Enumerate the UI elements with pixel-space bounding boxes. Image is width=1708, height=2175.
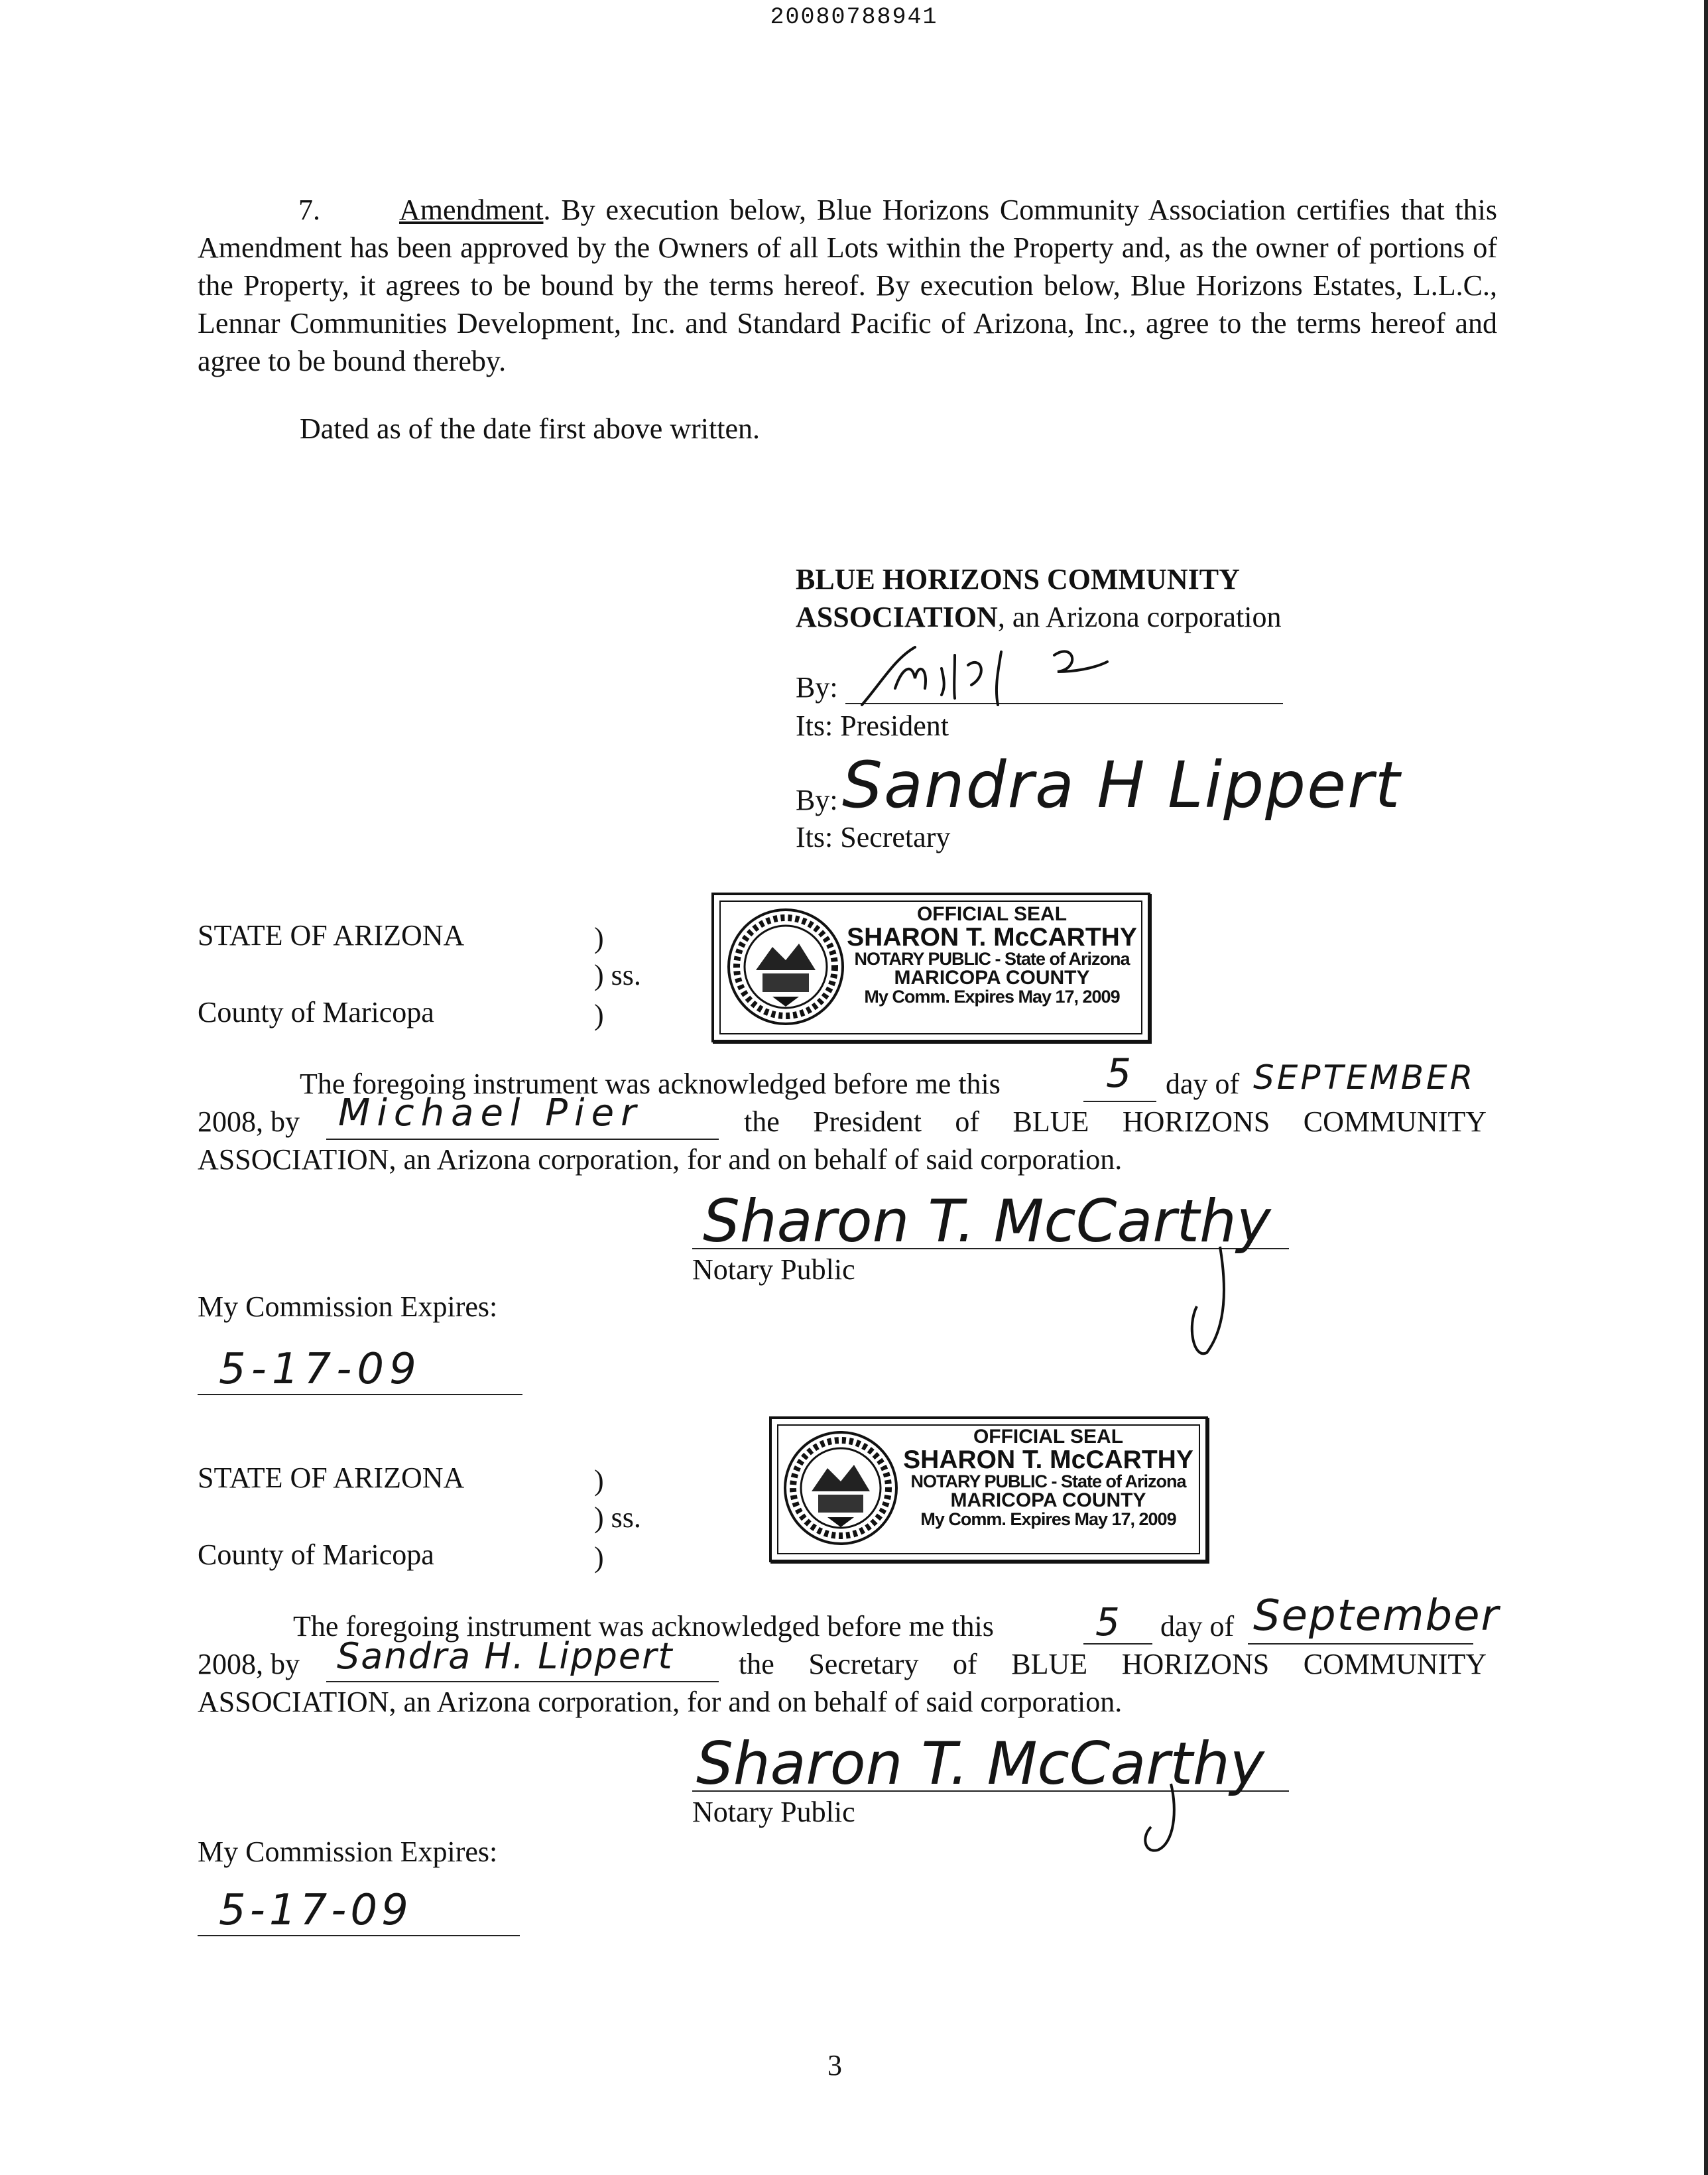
paren-top-2: ) [594,1464,604,1497]
seal-1-line4: MARICOPA COUNTY [894,967,1090,989]
notary-seal-1 [711,893,1150,1042]
page-number: 3 [827,2049,842,2082]
seal-1-line2: SHARON T. McCARTHY [847,923,1137,952]
commission-date-2: 5-17-09 [219,1886,412,1935]
notary-signature-2-flourish [1138,1784,1191,1857]
scan-edge [1704,0,1708,2175]
role-text-2: the Secretary of BLUE HORIZONS COMMUNITY [739,1648,1487,1680]
ack-text-2c: ASSOCIATION, an Arizona corporation, for and on behalf of said corporation. [198,1686,1123,1718]
commission-date-1: 5-17-09 [219,1345,422,1394]
day-line-1 [1083,1101,1156,1102]
president-signature [855,642,1134,715]
role-text-1: the President of BLUE HORIZONS COMMUNITY [744,1105,1487,1138]
name-written-1: Michael Pier [338,1091,643,1135]
arizona-state-seal-icon [782,1430,899,1546]
dated-line: Dated as of the date first above written. [300,412,760,445]
ack-text-2b: day of [1160,1610,1235,1643]
notary-signature-1-flourish [1180,1247,1233,1359]
arizona-state-seal-icon [726,907,845,1026]
document-number: 20080788941 [770,4,938,31]
name-line-2 [326,1681,719,1682]
ss-label-2: ) ss. [594,1501,641,1534]
seal-2-line1: OFFICIAL SEAL [973,1426,1124,1448]
entity-name-line2: ASSOCIATION, an Arizona corporation [796,601,1282,633]
section-7-paragraph [198,191,1497,380]
its-president: Its: President [796,710,949,742]
commission-label-1: My Commission Expires: [198,1290,498,1323]
notary-signature-2: Sharon T. McCarthy [696,1729,1264,1798]
year-by-1: 2008, by [198,1105,300,1138]
state-label-1: STATE OF ARIZONA [198,919,465,952]
ss-label-1: ) ss. [594,959,641,991]
by-label-2: By: [796,784,838,816]
month-written-2: September [1253,1591,1500,1641]
year-by-2: 2008, by [198,1648,300,1680]
commission-label-2: My Commission Expires: [198,1835,498,1868]
seal-2-line2: SHARON T. McCARTHY [903,1446,1193,1474]
paren-top-1: ) [594,922,604,954]
commission-line-1 [198,1394,522,1395]
seal-2-line3: NOTARY PUBLIC - State of Arizona [910,1471,1186,1491]
day-written-1: 5 [1106,1050,1132,1097]
month-written-1: SEPTEMBER [1253,1058,1476,1097]
section-heading: Amendment [399,194,544,226]
secretary-signature: Sandra H Lippert [842,748,1402,822]
name-line-1 [326,1139,719,1140]
seal-1-line1: OFFICIAL SEAL [916,903,1068,925]
notary-seal-2 [769,1416,1208,1562]
county-label-2: County of Maricopa [198,1538,434,1571]
paren-bot-2: ) [594,1541,604,1574]
name-written-2: Sandra H. Lippert [337,1635,674,1677]
entity-name-line1: BLUE HORIZONS COMMUNITY [796,563,1240,595]
by-label-1: By: [796,671,838,704]
notary-label-2: Notary Public [692,1796,855,1828]
county-label-1: County of Maricopa [198,996,434,1028]
seal-1-line5: My Comm. Expires May 17, 2009 [864,987,1120,1007]
ack-text-1b: day of [1166,1068,1240,1100]
notary-signature-1: Sharon T. McCarthy [703,1187,1271,1255]
notary-label-1: Notary Public [692,1253,855,1286]
section-body: . By execution below, Blue Horizons Community Association certifies that this Amendment has been approved by the Owners of all Lots within the Property and, as the owner of portions of the Property, it agrees to be bound by the terms hereof. By execution below, Blue Horizons Estates, L.L.C., Lennar Communities Development, Inc. and Standard Pacific of Arizona, Inc., agree to the terms hereof and agree to be bound thereby. [198,194,1497,377]
seal-2-line5: My Comm. Expires May 17, 2009 [920,1509,1176,1529]
seal-2-line4: MARICOPA COUNTY [950,1489,1146,1511]
month-line-2 [1248,1643,1473,1645]
ack-text-1a: The foregoing instrument was acknowledged before me this [300,1068,1001,1100]
ack-text-1c: ASSOCIATION, an Arizona corporation, for and on behalf of said corporation. [198,1143,1123,1176]
section-number: 7. [298,194,320,226]
day-written-2: 5 [1095,1599,1120,1645]
commission-line-2 [198,1935,520,1936]
paren-bot-1: ) [594,999,604,1031]
state-label-2: STATE OF ARIZONA [198,1461,465,1494]
its-secretary: Its: Secretary [796,821,951,853]
seal-1-line3: NOTARY PUBLIC - State of Arizona [854,949,1130,969]
ack-text-2a: The foregoing instrument was acknowledged before me this [293,1610,994,1643]
